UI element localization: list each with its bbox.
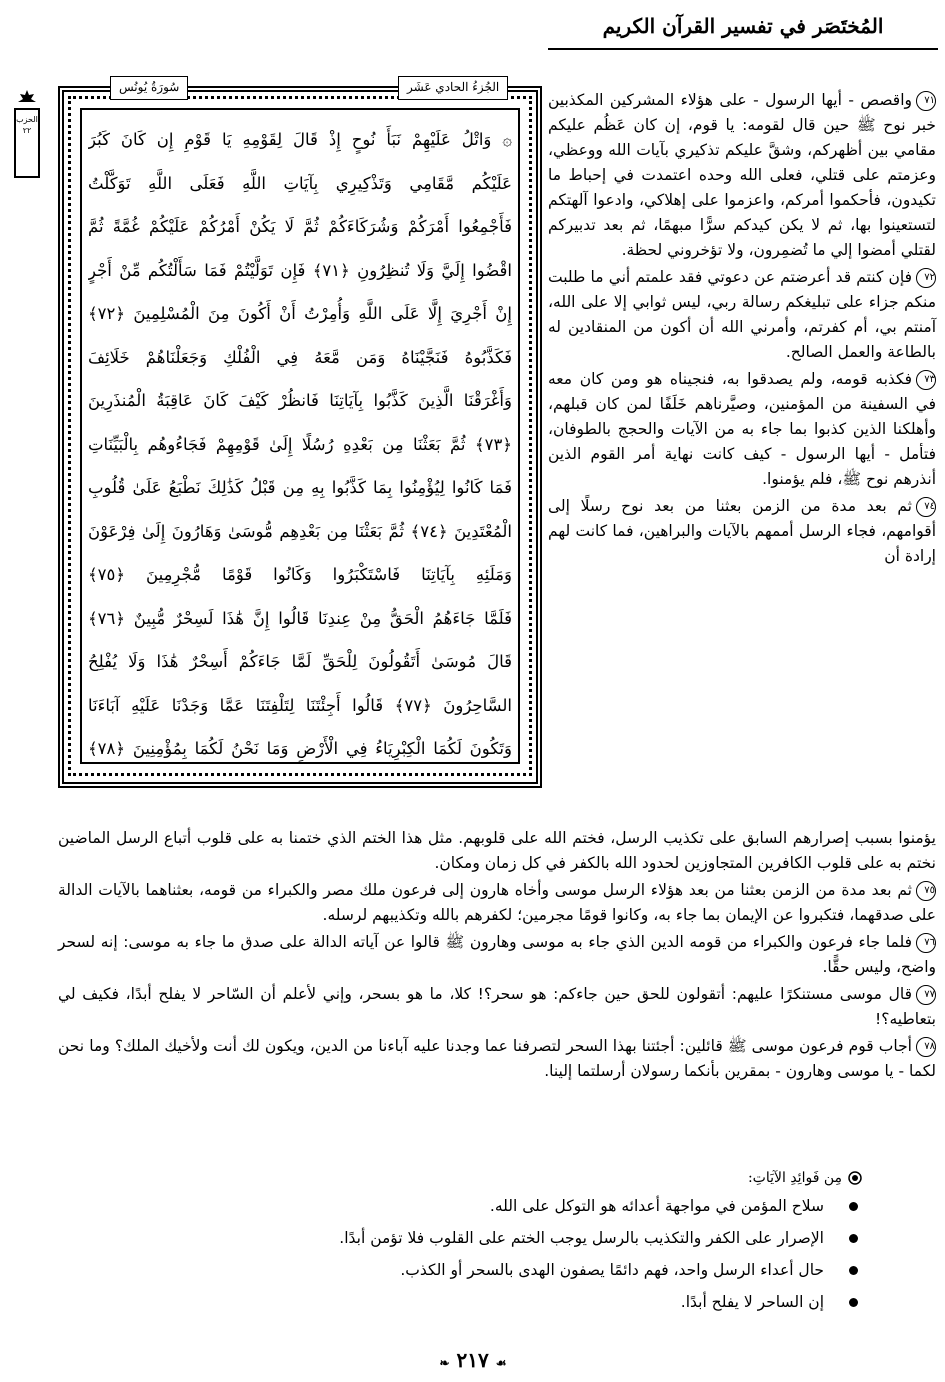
quran-line: فَكَذَّبُوهُ فَنَجَّيْنَاهُ وَمَن مَّعَهُ فِي الْفُلْكِ وَجَعَلْنَاهُمْ خَلَائِفَ: [88, 347, 512, 367]
quran-line: إِنْ أَجْرِيَ إِلَّا عَلَى اللَّهِ وَأُمِرْتُ أَنْ أَكُونَ مِنَ الْمُسْلِمِينَ ﴿٧٢﴾: [88, 304, 512, 323]
tafsir-text: قال موسى مستنكرًا عليهم: أتقولون للحق حين جاءكم: هو سحر؟! كلا، ما هو بسحر، وإني لأعلم أن السّاحر لا يفلح أبدًا، فكيف لي بتعاطيه؟!: [58, 985, 936, 1028]
bullet-icon: [849, 1202, 858, 1211]
verse-number: ٧١: [916, 91, 936, 111]
ornament-icon: [18, 90, 36, 108]
quran-text: [88, 118, 512, 771]
book-title: المُختَصَر في تفسير القرآن الكريم: [602, 14, 884, 38]
quran-line: قَالَ مُوسَىٰ أَتَقُولُونَ لِلْحَقِّ لَمَّا جَاءَكُمْ أَسِحْرٌ هَٰذَا وَلَا يُفْلِحُ: [88, 652, 512, 671]
bullet-icon: [849, 1234, 858, 1243]
tafsir-paragraph: [548, 494, 936, 569]
verse-number: ٧٨: [916, 1037, 936, 1057]
tafsir-paragraph: [58, 878, 936, 928]
tafsir-text: أجاب قوم فرعون موسى ﷺ قائلين: أجئتنا بهذا السحر لتصرفنا عما وجدنا عليه آباءنا من الدين، ويكون لك أنت ولأخيك الملك؟ وما نحن لكما - يا موسى وهارون - بمقرين بأنكما رسولان أرسلتما إلينا.: [58, 1037, 936, 1080]
benefits-heading: [58, 1166, 862, 1190]
benefit-item: [58, 1190, 862, 1222]
tafsir-paragraph: [58, 826, 936, 876]
tafsir-paragraph: [548, 265, 936, 365]
bullet-icon: [849, 1298, 858, 1307]
star-ornament-icon: [848, 1171, 862, 1185]
tafsir-text: فلما جاء فرعون والكبراء من قومه الدين الذي جاء به موسى وهارون ﷺ قالوا عن آياته الدالة على صدق ما جاء به موسى: إنه لسحر واضح، وليس حقًّا.: [58, 933, 936, 976]
quran-line: عَلَيْكُم مَّقَامِي وَتَذْكِيرِي بِآيَاتِ اللَّهِ فَعَلَى اللَّهِ تَوَكَّلْتُ: [88, 173, 512, 193]
quran-line: اقْضُوا إِلَيَّ وَلَا تُنظِرُونِ ﴿٧١﴾ فَإِن تَوَلَّيْتُمْ فَمَا سَأَلْتُكُم مِّنْ أَجْرٍ: [88, 260, 512, 280]
hizb-label: الحزب ٢٢: [14, 108, 40, 178]
tafsir-full-width: [58, 826, 936, 1086]
benefit-text: الإصرار على الكفر والتكذيب بالرسل يوجب الختم على القلوب فلا تؤمن أبدًا.: [339, 1229, 824, 1247]
quran-line: الْمُعْتَدِينَ ﴿٧٤﴾ ثُمَّ بَعَثْنَا مِن بَعْدِهِم مُّوسَىٰ وَهَارُونَ إِلَىٰ فِرْعَوْنَ: [88, 521, 512, 541]
quran-line: وَأَغْرَقْنَا الَّذِينَ كَذَّبُوا بِآيَاتِنَا فَانظُرْ كَيْفَ كَانَ عَاقِبَةُ الْمُنذَرِينَ: [88, 391, 512, 410]
quran-line: وَتَكُونَ لَكُمَا الْكِبْرِيَاءُ فِي الْأَرْضِ وَمَا نَحْنُ لَكُمَا بِمُؤْمِنِينَ ﴿٧٨﴾: [88, 739, 512, 758]
quran-line: وَمَلَئِهِ بِآيَاتِنَا فَاسْتَكْبَرُوا وَكَانُوا قَوْمًا مُّجْرِمِينَ ﴿٧٥﴾: [88, 565, 512, 584]
tafsir-text: واقصص - أيها الرسول - على هؤلاء المشركين المكذبين خبر نوح ﷺ حين قال لقومه: يا قوم، إن كان عَظُم عليكم مقامي بين أظهركم، وشقَّ عليكم تذكيري بآيات الله ووعظي، وعزمتم على قتلي، فعلى الله وحده اعتمدت في إحباط ما تكيدون، فأحكموا أمركم، واعزموا على إهلاكي، وادعوا آلهتكم لتستعينوا بها، ثم لا يكن كيدكم سرًّا مبهمًا، ثم بعد تدبيركم لقتلي أمضوا إلي ما تُضمِرون، ولا تؤخروني لحظة.: [548, 91, 936, 259]
mushaf-page: [58, 76, 542, 788]
page-header: [548, 6, 938, 54]
hizb-marker: [6, 90, 46, 186]
ornament-right-icon: ☙: [495, 1356, 507, 1370]
verse-number: ٧٤: [916, 497, 936, 517]
quran-line: فَلَمَّا جَاءَهُمُ الْحَقُّ مِنْ عِندِنَا قَالُوا إِنَّ هَٰذَا لَسِحْرٌ مُّبِينٌ ﴿٧٦﴾: [88, 608, 512, 628]
benefit-text: سلاح المؤمن في مواجهة أعدائه هو التوكل على الله.: [489, 1197, 824, 1215]
tafsir-text: فكذبه قومه، ولم يصدقوا به، فنجيناه هو ومن كان معه في السفينة من المؤمنين، وصيَّرناهم خَلَفًا لمن كان قبلهم، وأهلكنا الذين كذبوا بما جاء به من الآيات والحجج بالطوفان، فتأمل - أيها الرسول - كيف كانت نهاية أمر القوم الذين أنذرهم نوح ﷺ، فلم يؤمنوا.: [548, 370, 936, 488]
juz-label: الجُزءُ الحادي عَشَر: [398, 76, 508, 100]
tafsir-paragraph: [548, 88, 936, 263]
quran-line: فَأَجْمِعُوا أَمْرَكُمْ وَشُرَكَاءَكُمْ ثُمَّ لَا يَكُنْ أَمْرُكُمْ عَلَيْكُمْ غُمَّةً ثُمَّ: [88, 217, 512, 236]
tafsir-paragraph: [58, 982, 936, 1032]
header-rule: [548, 48, 938, 50]
tafsir-paragraph: [58, 1034, 936, 1084]
benefit-text: حال أعداء الرسل واحد، فهم دائمًا يصفون الهدى بالسحر أو الكذب.: [400, 1261, 824, 1279]
verse-number: ٧٧: [916, 985, 936, 1005]
benefit-item: [58, 1254, 862, 1286]
tafsir-text: يؤمنوا بسبب إصرارهم السابق على تكذيب الرسل، فختم الله على قلوبهم. مثل هذا الختم الذي ختمنا به على قلوب أتباع الرسل الماضين نختم به على قلوب الكافرين المتجاوزين لحدود الله بالكفر في كل زمان ومكان.: [58, 829, 936, 872]
quran-line: ۞ وَاتْلُ عَلَيْهِمْ نَبَأَ نُوحٍ إِذْ قَالَ لِقَوْمِهِ يَا قَوْمِ إِن كَانَ كَبُرَ: [88, 130, 512, 149]
verse-number: ٧٦: [916, 933, 936, 953]
tafsir-text: ثم بعد مدة من الزمن بعثنا من بعد نوح رسلًا إلى أقوامهم، فجاء الرسل أممهم بالآيات والبراهين، فما كانت لهم إرادة أن: [548, 497, 936, 565]
verse-number: ٧٢: [916, 268, 936, 288]
page-number-text: ٢١٧: [456, 1348, 489, 1372]
quran-line: السَّاحِرُونَ ﴿٧٧﴾ قَالُوا أَجِئْتَنَا لِتَلْفِتَنَا عَمَّا وَجَدْنَا عَلَيْهِ آبَاءَنَا: [88, 695, 512, 715]
verse-number: ٧٥: [916, 881, 936, 901]
tafsir-text: ثم بعد مدة من الزمن بعثنا من بعد هؤلاء الرسل موسى وأخاه هارون إلى فرعون ملك مصر والكبراء من قومه، بعثناهما بالآيات الدالة على صدقهما، فتكبروا عن الإيمان بما جاء به، وكانوا قومًا مجرمين؛ لكفرهم بالله وتكذيبهم لرسله.: [58, 881, 936, 924]
tafsir-text: فإن كنتم قد أعرضتم عن دعوتي فقد علمتم أني ما طلبت منكم جزاء على تبليغكم رسالة ربي، ليس ثوابي إلا على الله، آمنتم بي، أم كفرتم، وأمرني الله أن أكون من المنقادين له بالطاعة والعمل الصالح.: [548, 268, 936, 361]
quran-line: فَمَا كَانُوا لِيُؤْمِنُوا بِمَا كَذَّبُوا بِهِ مِن قَبْلُ كَذَٰلِكَ نَطْبَعُ عَلَىٰ قُلُوبِ: [88, 478, 512, 497]
benefit-text: إن الساحر لا يفلح أبدًا.: [680, 1293, 824, 1311]
benefits-heading-text: مِن فَوائِدِ الآيَاتِ:: [747, 1170, 842, 1186]
surah-label: سُورَةُ يُونُس: [110, 76, 188, 100]
benefit-item: [58, 1222, 862, 1254]
quran-line: ﴿٧٣﴾ ثُمَّ بَعَثْنَا مِن بَعْدِهِ رُسُلًا إِلَىٰ قَوْمِهِمْ فَجَاءُوهُم بِالْبَيِّنَاتِ: [88, 434, 512, 454]
benefit-item: [58, 1286, 862, 1318]
benefits-section: [58, 1166, 862, 1318]
tafsir-paragraph: [58, 930, 936, 980]
tafsir-paragraph: [548, 367, 936, 492]
verse-number: ٧٣: [916, 370, 936, 390]
tafsir-column: [548, 88, 936, 571]
page-number: [420, 1346, 526, 1374]
ornament-left-icon: ❧: [439, 1356, 450, 1370]
bullet-icon: [849, 1266, 858, 1275]
